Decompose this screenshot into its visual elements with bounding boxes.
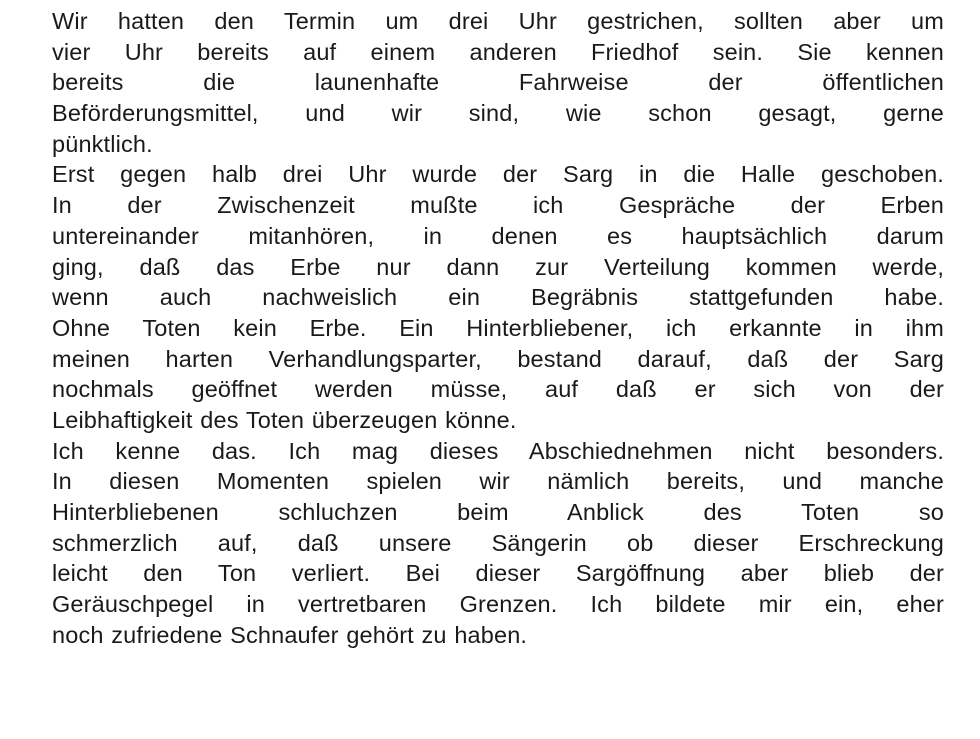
text-line: wenn auch nachweislich ein Begräbnis stattgefunden habe. [52, 284, 944, 311]
text-line: schmerzlich auf, daß unsere Sängerin ob dieser Erschreckung [52, 529, 944, 556]
text-line: Erst gegen halb drei Uhr wurde der Sarg in die Halle geschoben. [52, 161, 944, 188]
text-line: Ich kenne das. Ich mag dieses Abschiednehmen nicht besonders. [52, 437, 944, 464]
text-line: pünktlich. [52, 130, 153, 157]
text-line: In der Zwischenzeit mußte ich Gespräche der Erben [52, 192, 944, 219]
text-line: Leibhaftigkeit des Toten überzeugen könne. [52, 406, 517, 433]
text-line: Hinterbliebenen schluchzen beim Anblick des Toten so [52, 499, 944, 525]
text-line: vier Uhr bereits auf einem anderen Friedhof sein. Sie kennen [52, 38, 944, 65]
paragraph-1 [52, 6, 944, 159]
paragraph-3 [52, 436, 944, 651]
paragraph-2 [52, 159, 944, 435]
text-line: ging, daß das Erbe nur dann zur Verteilung kommen werde, [52, 253, 944, 280]
text-line: meinen harten Verhandlungsparter, bestand darauf, daß der Sarg [52, 345, 944, 372]
text-line: noch zufriedene Schnaufer gehört zu haben. [52, 621, 528, 648]
text-line: Geräuschpegel in vertretbaren Grenzen. Ich bildete mir ein, eher [52, 591, 944, 618]
text-line: Wir hatten den Termin um drei Uhr gestrichen, sollten aber um [52, 8, 944, 34]
text-line: untereinander mitanhören, in denen es hauptsächlich darum [52, 222, 944, 249]
text-line: nochmals geöffnet werden müsse, auf daß er sich von der [52, 376, 944, 403]
text-line: bereits die launenhafte Fahrweise der öffentlichen [52, 69, 944, 96]
text-line: In diesen Momenten spielen wir nämlich bereits, und manche [52, 468, 944, 495]
text-line: Ohne Toten kein Erbe. Ein Hinterbliebener, ich erkannte in ihm [52, 314, 944, 341]
document-page [52, 6, 944, 650]
text-line: leicht den Ton verliert. Bei dieser Sargöffnung aber blieb der [52, 560, 944, 587]
text-line: Beförderungsmittel, und wir sind, wie schon gesagt, gerne [52, 100, 944, 127]
